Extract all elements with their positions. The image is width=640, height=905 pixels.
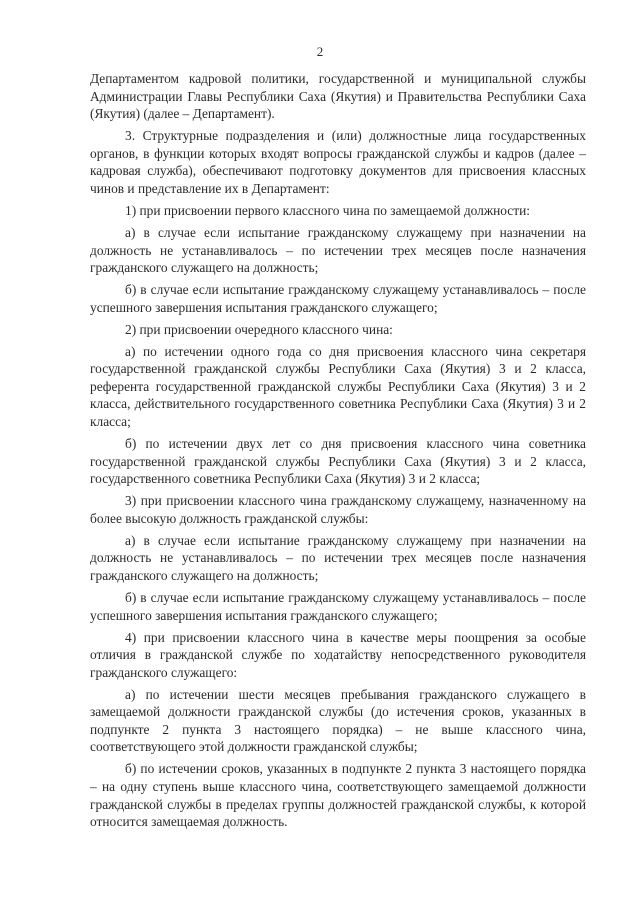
paragraph-item-3-2-a: а) по истечении одного года со дня присвоения классного чина секретаря государственной гражданской службы Республики Саха (Якутия) 3 и 2 класса, референта государственной гражданской службы Республики Саха (Якутия) 3 и 2 класса, действительного государственного советника Республики Саха (Якутия) 3 и 2 класса; xyxy=(90,343,586,430)
paragraph-item-3: 3. Структурные подразделения и (или) должностные лица государственных органов, в функции которых входят вопросы гражданской службы и кадров (далее – кадровая служба), обеспечивают подготовку документов для присвоения классных чинов и представление их в Департамент: xyxy=(90,128,586,196)
paragraph-item-3-4: 4) при присвоении классного чина в качестве меры поощрения за особые отличия в гражданской службе по ходатайству непосредственного руководителя гражданского служащего: xyxy=(90,629,586,680)
document-body xyxy=(90,70,586,831)
paragraph-item-3-1-b: б) в случае если испытание гражданскому служащему устанавливалось – после успешного завершения испытания гражданского служащего; xyxy=(90,282,586,315)
paragraph-item-3-3-b: б) в случае если испытание гражданскому служащему устанавливалось – после успешного завершения испытания гражданского служащего; xyxy=(90,589,586,623)
paragraph-item-3-4-b: б) по истечении сроков, указанных в подпункте 2 пункта 3 настоящего порядка – на одну ступень выше классного чина, соответствующего замещаемой должности гражданской службы в пределах группы должностей гражданской службы, к которой относится замещаемая должность. xyxy=(90,761,586,830)
paragraph-item-3-4-a: а) по истечении шести месяцев пребывания гражданского служащего в замещаемой должности гражданской службы (до истечения сроков, указанных в подпункте 2 пункта 3 настоящего порядка) – не выше классного чина, соответствующего этой должности гражданской службы; xyxy=(90,686,586,755)
paragraph-item-3-2: 2) при присвоении очередного классного чина: xyxy=(125,321,393,337)
paragraph-item-3-1-a: а) в случае если испытание гражданскому служащему при назначении на должность не устанавливалось – по истечении трех месяцев после назначения гражданского служащего на должность; xyxy=(90,224,586,276)
paragraph-item-3-1: 1) при присвоении первого классного чина по замещаемой должности: xyxy=(125,202,530,218)
paragraph-item-3-3: 3) при присвоении классного чина гражданскому служащему, назначенному на более высокую должность гражданской службы: xyxy=(90,493,586,526)
paragraph-item-3-3-a: а) в случае если испытание гражданскому служащему при назначении на должность не устанавливалось – по истечении трех месяцев после назначения гражданского служащего на должность; xyxy=(90,532,586,583)
paragraph-continuation: Департаментом кадровой политики, государственной и муниципальной службы Администрации Главы Республики Саха (Якутия) и Правительства Республики Саха (Якутия) (далее – Департамент). xyxy=(90,71,586,122)
page-number: 2 xyxy=(316,44,324,59)
paragraph-item-3-2-b: б) по истечении двух лет со дня присвоения классного чина советника государственной гражданской службы Республики Саха (Якутия) 3 и 2 класса, государственного советника Республики Саха (Якутия) 3 и 2 класса; xyxy=(90,436,586,487)
